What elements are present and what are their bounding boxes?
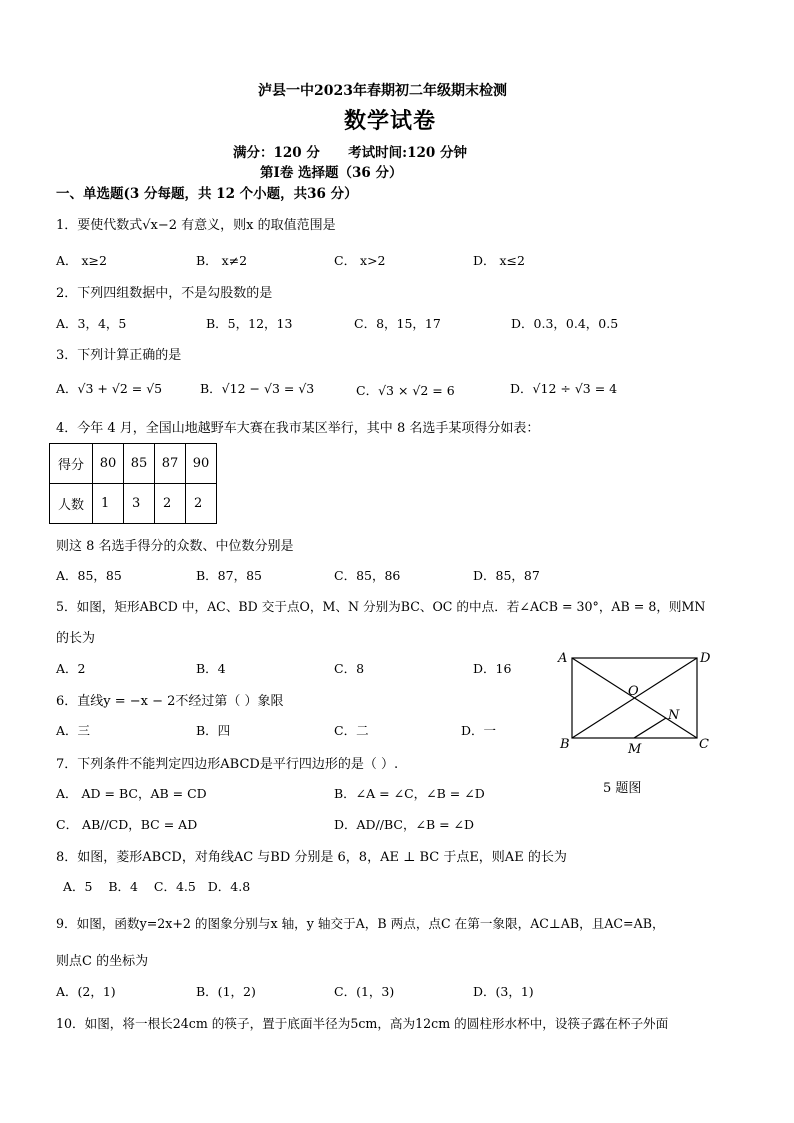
q5-option-d: D．16 [473, 661, 512, 676]
label-c: C [699, 737, 709, 752]
label-b: B [560, 737, 570, 752]
q9-stem-line1: 9．如图，函数y=2x+2 的图象分别与x 轴，y 轴交于A，B 两点，点C 在第一象限，AC⊥AB，且AC=AB， [56, 916, 665, 931]
table-row-label-count: 人数 [50, 484, 93, 524]
q3-option-d: D．√12 ÷ √3 = 4 [510, 381, 618, 396]
q6-stem: 6．直线y = −x − 2不经过第（ ）象限 [56, 694, 284, 709]
subject-title: 数学试卷 [344, 108, 437, 134]
score-cell: 87 [155, 444, 186, 484]
q8-options: A．5 B．4 C．4.5 D．4.8 [63, 879, 251, 894]
q4-option-d: D．85，87 [473, 568, 540, 583]
q5-option-c: C．8 [334, 661, 365, 676]
q5-stem-line1: 5．如图，矩形ABCD 中，AC、BD 交于点O，M、N 分别为BC、OC 的中点．若∠ACB = 30°，AB = 8，则MN [56, 599, 706, 614]
q6-option-b: B．四 [196, 723, 231, 738]
count-cell: 1 [93, 484, 124, 524]
score-cell: 85 [124, 444, 155, 484]
score-cell: 80 [93, 444, 124, 484]
q9-option-b: B．(1，2) [196, 984, 256, 999]
score-cell: 90 [186, 444, 217, 484]
q1-option-c: C． x>2 [334, 253, 386, 268]
q2-option-d: D．0.3，0.4，0.5 [511, 316, 619, 331]
score-info: 满分：120 分 考试时间:120 分钟 [233, 145, 467, 161]
q9-stem-line2: 则点C 的坐标为 [56, 954, 149, 969]
q3-option-c: C．√3 × √2 = 6 [356, 383, 455, 398]
q1-option-a: A． x≥2 [56, 253, 107, 268]
q7-option-c: C． AB//CD，BC = AD [56, 817, 198, 832]
q5-option-b: B．4 [196, 661, 226, 676]
q7-stem: 7．下列条件不能判定四边形ABCD是平行四边形的是（ ）. [56, 757, 399, 772]
q6-option-d: D．一 [461, 723, 497, 738]
q8-stem: 8．如图，菱形ABCD，对角线AC 与BD 分别是 6，8，AE ⊥ BC 于点E，则AE 的长为 [56, 850, 567, 865]
q3-stem: 3．下列计算正确的是 [56, 348, 182, 363]
q4-stem: 4．今年 4 月，全国山地越野车大赛在我市某区举行，其中 8 名选手某项得分如表： [56, 421, 540, 436]
label-o: O [628, 684, 639, 699]
q9-option-c: C．(1，3) [334, 984, 395, 999]
q5-option-a: A．2 [56, 661, 86, 676]
q3-option-b: B．√12 − √3 = √3 [200, 381, 315, 396]
label-n: N [668, 708, 680, 723]
q10-stem: 10．如图，将一根长24cm 的筷子，置于底面半径为5cm，高为12cm 的圆柱形水杯中，设筷子露在杯子外面 [56, 1016, 669, 1031]
q2-option-a: A．3，4，5 [56, 316, 127, 331]
table-row-label-score: 得分 [50, 444, 93, 484]
q4-option-b: B．87，85 [196, 568, 262, 583]
label-m: M [628, 742, 642, 757]
score-table [49, 443, 217, 524]
label-d: D [700, 651, 711, 666]
q1-stem: 1．要使代数式√x−2 有意义，则x 的取值范围是 [56, 218, 336, 233]
count-cell: 3 [124, 484, 155, 524]
count-cell: 2 [155, 484, 186, 524]
q2-stem: 2．下列四组数据中，不是勾股数的是 [56, 286, 273, 301]
rectangle-figure [552, 646, 722, 796]
school-title: 泸县一中2023年春期初二年级期末检测 [258, 83, 507, 99]
q4-option-c: C．85，86 [334, 568, 401, 583]
q2-option-b: B．5，12，13 [206, 316, 293, 331]
q5-stem-line2: 的长为 [56, 631, 96, 646]
q1-option-b: B． x≠2 [196, 253, 248, 268]
q6-option-c: C．二 [334, 723, 369, 738]
q6-option-a: A．三 [56, 723, 91, 738]
q7-option-d: D．AD//BC，∠B = ∠D [334, 817, 475, 832]
q9-option-d: D．(3，1) [473, 984, 534, 999]
q3-option-a: A．√3 + √2 = √5 [56, 381, 163, 396]
q9-option-a: A．(2，1) [56, 984, 116, 999]
q4-followup: 则这 8 名选手得分的众数、中位数分别是 [56, 539, 294, 554]
q2-option-c: C．8，15，17 [354, 316, 441, 331]
figure-caption: 5 题图 [603, 781, 642, 796]
segment-mn [634, 718, 666, 738]
part-title: 一、单选题(3 分每题，共 12 个小题，共36 分） [56, 186, 358, 202]
q4-option-a: A．85，85 [56, 568, 122, 583]
section-title: 第Ⅰ卷 选择题（36 分） [260, 165, 403, 181]
q7-option-a: A． AD = BC，AB = CD [56, 786, 207, 801]
label-a: A [558, 651, 568, 666]
q1-option-d: D． x≤2 [473, 253, 525, 268]
count-cell: 2 [186, 484, 217, 524]
q7-option-b: B．∠A = ∠C，∠B = ∠D [334, 786, 485, 801]
